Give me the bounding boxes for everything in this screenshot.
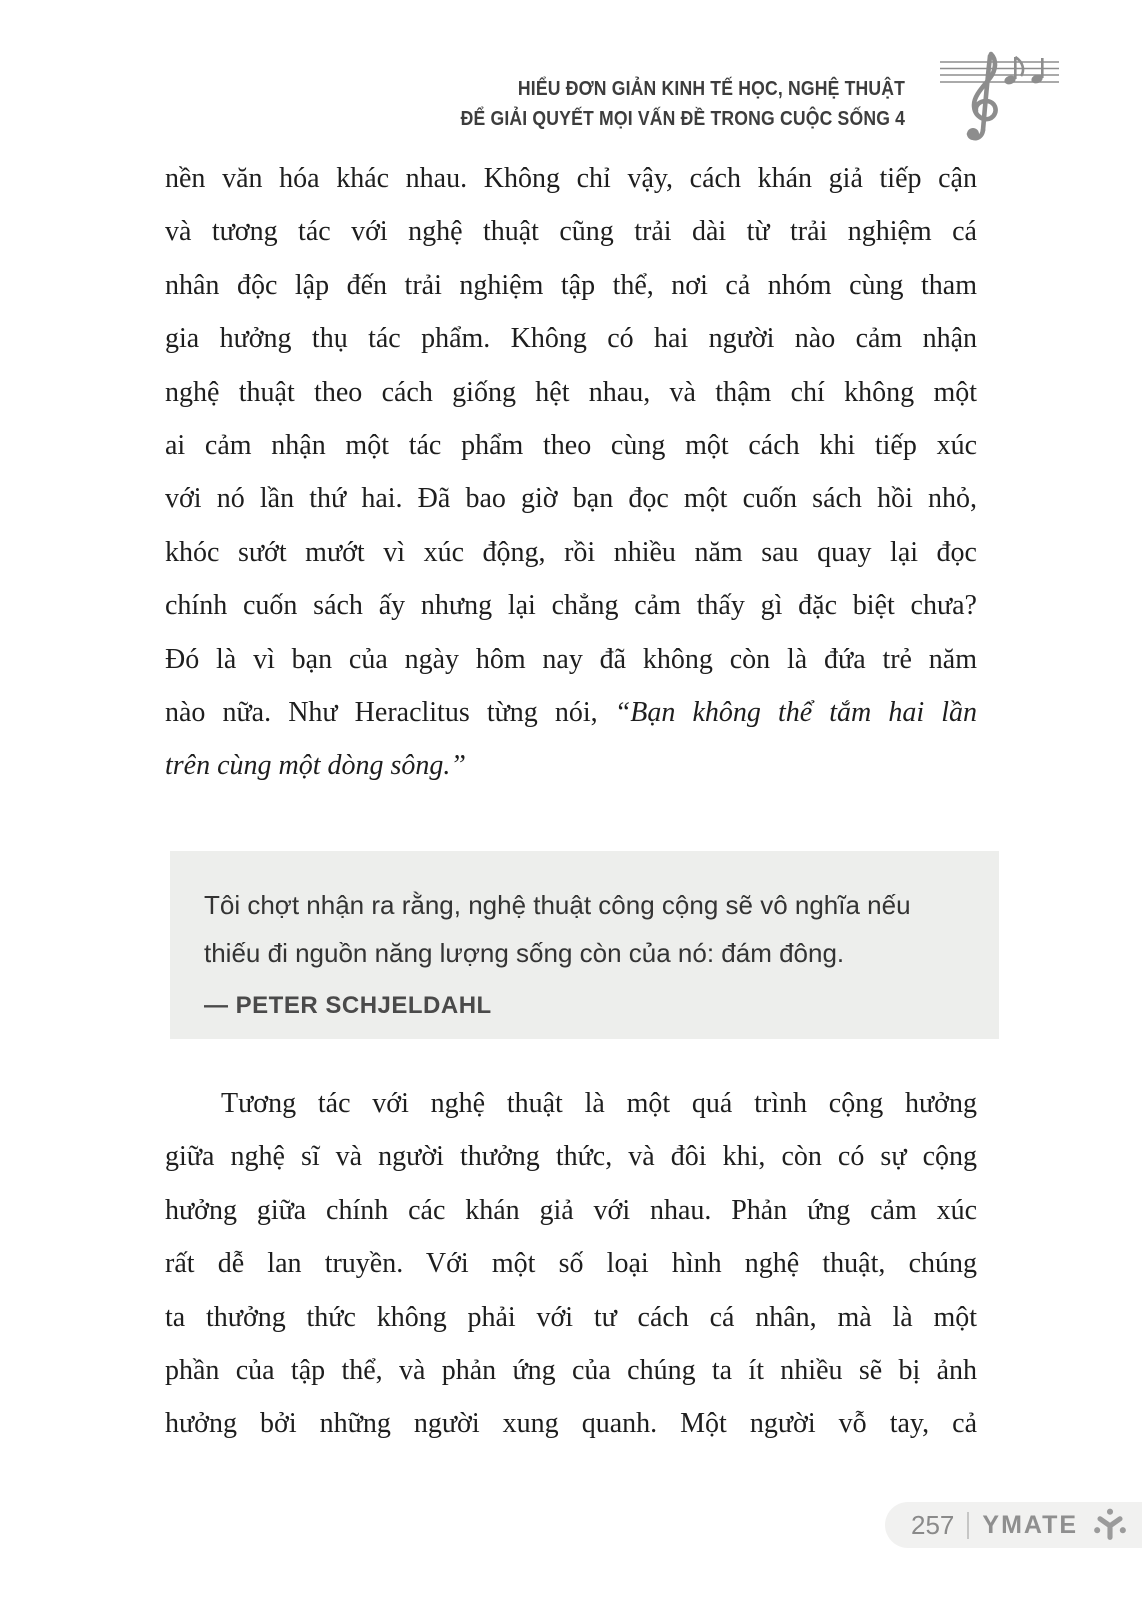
running-head-line1: HIỂU ĐƠN GIẢN KINH TẾ HỌC, NGHỆ THUẬT [517, 78, 905, 100]
running-head [461, 74, 905, 134]
body-line-normal-part: nào nữa. Như Heraclitus từng nói, [165, 696, 615, 728]
body-line: nghệ thuật theo cách giống hệt nhau, và thậm chí không một [165, 376, 977, 408]
body-line: với nó lần thứ hai. Đã bao giờ bạn đọc một cuốn sách hồi nhỏ, [165, 483, 977, 515]
body-line: khóc sướt mướt vì xúc động, rồi nhiều năm sau quay lại đọc [165, 536, 977, 568]
quote-attribution: — PETER SCHJELDAHL [204, 992, 492, 1019]
brand-name: YMATE [982, 1510, 1079, 1539]
quote-text: Tôi chợt nhận ra rằng, nghệ thuật công cộng sẽ vô nghĩa nếu thiếu đi nguồn năng lượng sống còn của nó: đám đông. [204, 890, 911, 968]
paragraph-1 [165, 152, 977, 793]
body-line: hưởng bởi những người xung quanh. Một người vỗ tay, cả [165, 1408, 977, 1440]
paragraph-2 [165, 1077, 977, 1451]
footer-divider [967, 1512, 969, 1539]
body-line: nhân độc lập đến trải nghiệm tập thể, nơi cả nhóm cùng tham [165, 269, 977, 301]
body-line: Đó là vì bạn của ngày hôm nay đã không còn là đứa trẻ năm [165, 643, 977, 675]
page-footer [885, 1502, 1142, 1548]
body-line: ta thưởng thức không phải với tư cách cá nhân, mà là một [165, 1301, 977, 1333]
body-line: giữa nghệ sĩ và người thưởng thức, và đôi khi, còn có sự cộng [165, 1141, 977, 1173]
body-line: rất dễ lan truyền. Với một số loại hình nghệ thuật, chúng [165, 1248, 977, 1280]
body-line: phần của tập thể, và phản ứng của chúng ta ít nhiều sẽ bị ảnh [165, 1354, 977, 1386]
music-staff-treble-clef-icon [933, 44, 1065, 158]
body-line: chính cuốn sách ấy nhưng lại chẳng cảm thấy gì đặc biệt chưa? [165, 590, 977, 622]
heraclitus-quote-end: trên cùng một dòng sông.” [165, 750, 466, 782]
body-line: gia hưởng thụ tác phẩm. Không có hai người nào cảm nhận [165, 323, 977, 355]
quote-box [170, 851, 999, 1039]
body-line-mixed [165, 686, 977, 739]
heraclitus-quote-start: “Bạn không thể tắm hai lần [614, 696, 977, 728]
body-line: ai cảm nhận một tác phẩm theo cùng một cách khi tiếp xúc [165, 429, 977, 461]
page-number: 257 [911, 1509, 955, 1540]
ymate-logo-icon [1091, 1506, 1129, 1544]
running-head-line2: ĐỂ GIẢI QUYẾT MỌI VẤN ĐỀ TRONG CUỘC SỐNG 4 [460, 108, 905, 130]
body-line: Tương tác với nghệ thuật là một quá trình cộng hưởng [221, 1088, 977, 1119]
body-line: nền văn hóa khác nhau. Không chỉ vậy, cách khán giả tiếp cận [165, 163, 977, 194]
body-line: và tương tác với nghệ thuật cũng trải dài từ trải nghiệm cá [165, 216, 977, 248]
body-line: hưởng giữa chính các khán giả với nhau. Phản ứng cảm xúc [165, 1194, 977, 1226]
